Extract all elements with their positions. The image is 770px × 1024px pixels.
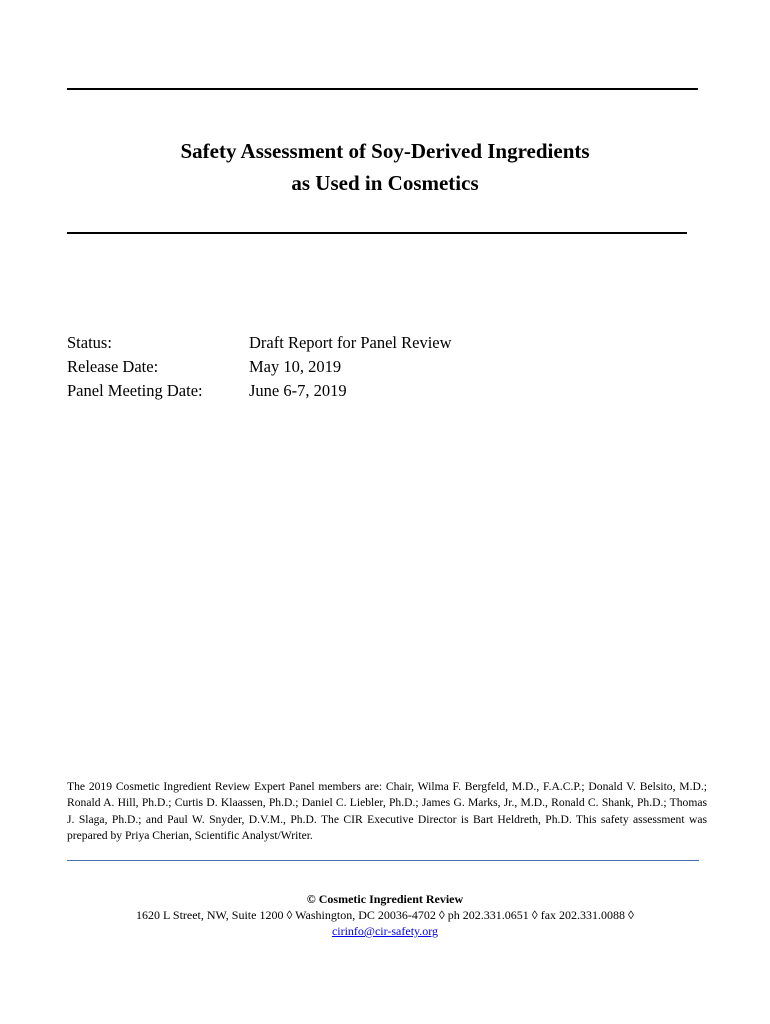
meeting-date-label: Panel Meeting Date: xyxy=(67,381,203,400)
meeting-date-value: June 6-7, 2019 xyxy=(249,381,347,400)
title-line-1: Safety Assessment of Soy-Derived Ingredients xyxy=(180,139,590,163)
footer-email-link[interactable]: cirinfo@cir-safety.org xyxy=(331,924,439,938)
document-title xyxy=(0,135,770,199)
title-line-2: as Used in Cosmetics xyxy=(291,171,479,195)
footer-org: © Cosmetic Ingredient Review xyxy=(306,892,464,906)
footer-rule xyxy=(67,860,699,861)
status-value: Draft Report for Panel Review xyxy=(249,333,452,352)
status-label: Status: xyxy=(67,333,112,352)
meta-row-release-date xyxy=(67,355,452,379)
footer xyxy=(0,891,770,939)
top-rule xyxy=(67,88,698,90)
panel-members-paragraph: The 2019 Cosmetic Ingredient Review Expert Panel members are: Chair, Wilma F. Bergfeld, M.D., F.A.C.P.; Donald V. Belsito, M.D.; Ronald A. Hill, Ph.D.; Curtis D. Klaassen, Ph.D.; Daniel C. Liebler, Ph.D.; James G. Marks, Jr., M.D., Ronald C. Shank, Ph.D.; Thomas J. Slaga, Ph.D.; and Paul W. Snyder, D.V.M., Ph.D. The CIR Executive Director is Bart Heldreth, Ph.D. This safety assessment was prepared by Priya Cherian, Scientific Analyst/Writer. xyxy=(67,780,707,843)
meta-row-status xyxy=(67,331,452,355)
report-meta xyxy=(67,331,452,403)
release-date-label: Release Date: xyxy=(67,357,159,376)
meta-row-meeting-date xyxy=(67,379,452,403)
footer-address: 1620 L Street, NW, Suite 1200 ◊ Washington, DC 20036-4702 ◊ ph 202.331.0651 ◊ fax 202.331.0088 ◊ xyxy=(136,908,634,922)
release-date-value: May 10, 2019 xyxy=(249,357,342,376)
title-bottom-rule xyxy=(67,232,687,234)
